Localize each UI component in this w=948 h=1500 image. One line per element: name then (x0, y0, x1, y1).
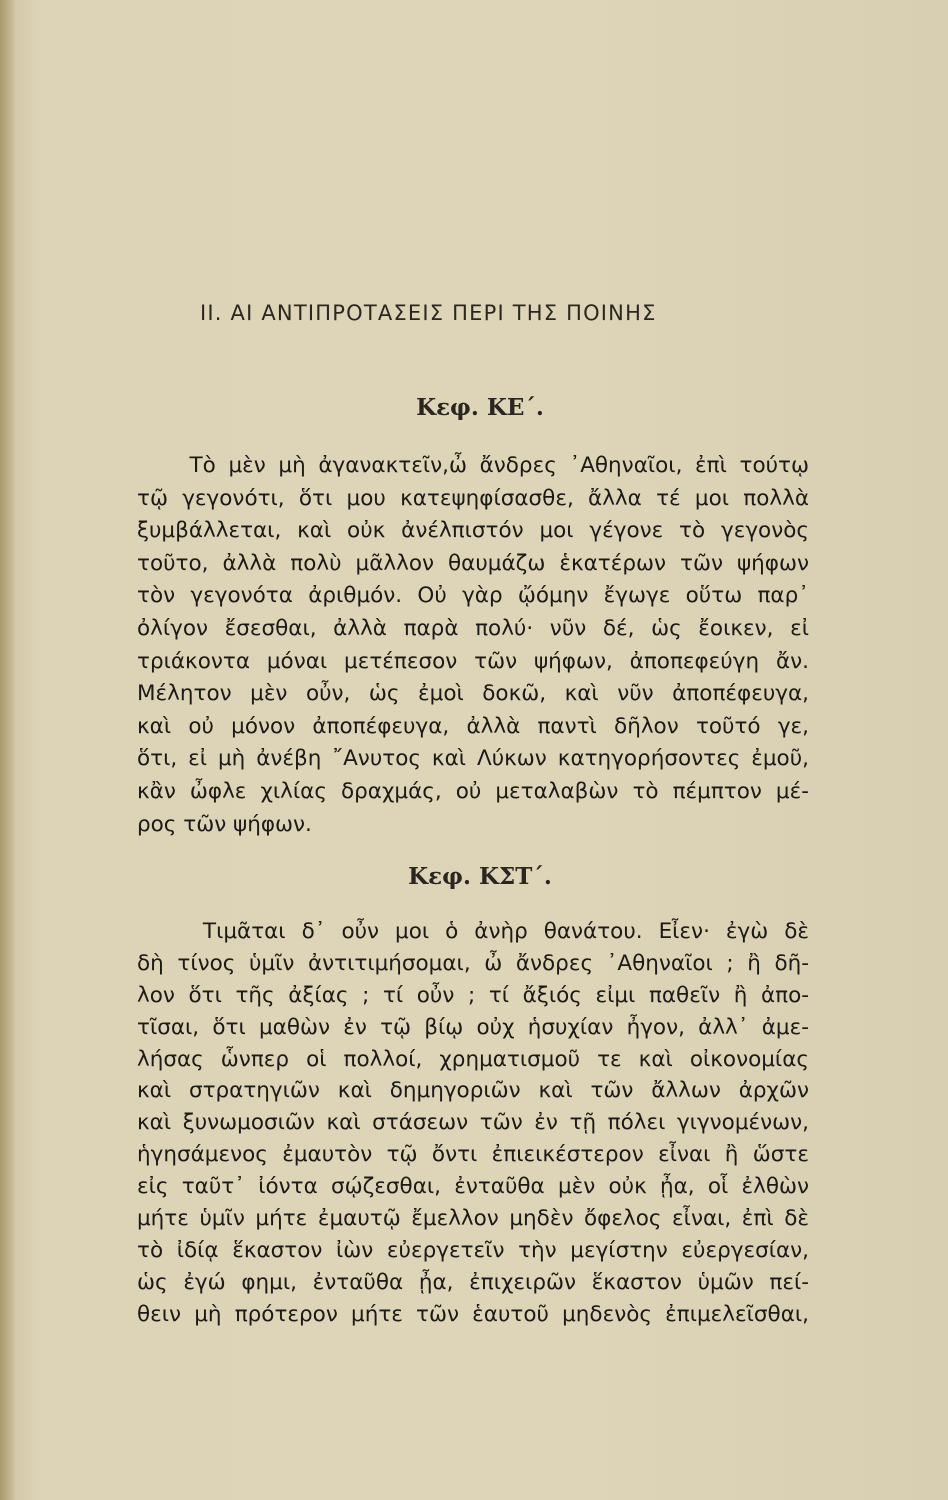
text-line: λον ὅτι τῆς ἀξίας ; τί οὖν ; τί ἄξιός εἰμι παθεῖν ἢ ἀπο- (137, 982, 809, 1008)
page-gutter-shadow (0, 0, 16, 1500)
text-line: κἂν ὦφλε χιλίας δραχμάς, οὐ μεταλαβὼν τὸ πέμπτον μέ- (137, 778, 809, 804)
chapter-heading-kst: Κεφ. ΚΣΤ΄. (408, 863, 552, 890)
text-line: ὡς ἐγώ φημι, ἐνταῦθα ᾖα, ἐπιχειρῶν ἕκαστον ὑμῶν πεί- (137, 1269, 809, 1295)
section-title: II. ΑΙ ΑΝΤΙΠΡΟΤΑΣΕΙΣ ΠΕΡΙ ΤΗΣ ΠΟΙΝΗΣ (200, 301, 657, 325)
text-line: ρος τῶν ψήφων. (137, 811, 312, 837)
text-line: ξυμβάλλεται, καὶ οὐκ ἀνέλπιστόν μοι γέγονε τὸ γεγονὸς (137, 518, 809, 544)
text-line: τὸν γεγονότα ἀριθμόν. Οὐ γὰρ ᾤόμην ἔγωγε οὕτω παρ᾿ (137, 583, 809, 609)
text-line: Μέλητον μὲν οὖν, ὡς ἐμοὶ δοκῶ, καὶ νῦν ἀποπέφευγα, (137, 681, 809, 707)
text-line: καὶ οὐ μόνον ἀποπέφευγα, ἀλλὰ παντὶ δῆλον τοῦτό γε, (137, 713, 809, 739)
text-line: Τὸ μὲν μὴ ἀγανακτεῖν,ὦ ἄνδρες ᾿Αθηναῖοι, ἐπὶ τούτῳ (139, 453, 809, 478)
text-line: ἡγησάμενος ἐμαυτὸν τῷ ὄντι ἐπιεικέστερον εἶναι ἢ ὥστε (137, 1142, 809, 1168)
text-line: λήσας ὧνπερ οἱ πολλοί, χρηματισμοῦ τε καὶ οἰκονομίας (137, 1046, 809, 1072)
text-line: τὸ ἰδίᾳ ἕκαστον ἰὼν εὐεργετεῖν τὴν μεγίστην εὐεργεσίαν, (137, 1237, 809, 1263)
text-line: τῷ γεγονότι, ὅτι μου κατεψηφίσασθε, ἄλλα τέ μοι πολλὰ (137, 485, 809, 511)
chapter-ke-paragraph (137, 450, 809, 841)
text-line: τῖσαι, ὅτι μαθὼν ἐν τῷ βίῳ οὐχ ἡσυχίαν ἦγον, ἀλλ᾿ ἀμε- (137, 1014, 809, 1040)
text-line: καὶ ξυνωμοσιῶν καὶ στάσεων τῶν ἐν τῇ πόλει γιγνομένων, (137, 1110, 809, 1136)
text-line: ὅτι, εἰ μὴ ἀνέβη ῎Ανυτος καὶ Λύκων κατηγορήσοντες ἐμοῦ, (137, 746, 809, 772)
chapter-kst-paragraph (137, 916, 809, 1331)
text-line: καὶ στρατηγιῶν καὶ δημηγοριῶν καὶ τῶν ἄλλων ἀρχῶν (137, 1078, 809, 1104)
text-line: δὴ τίνος ὑμῖν ἀντιτιμήσομαι, ὦ ἄνδρες ᾿Αθηναῖοι ; ἢ δῆ- (137, 950, 809, 976)
text-line: τοῦτο, ἀλλὰ πολὺ μᾶλλον θαυμάζω ἑκατέρων τῶν ψήφων (137, 550, 809, 576)
text-line: τριάκοντα μόναι μετέπεσον τῶν ψήφων, ἀποπεφεύγη ἄν. (137, 648, 809, 674)
text-line: Τιμᾶται δ᾿ οὖν μοι ὁ ἀνὴρ θανάτου. Εἶεν· ἐγὼ δὲ (139, 919, 809, 944)
text-line: εἰς ταῦτ᾿ ἰόντα σῴζεσθαι, ἐνταῦθα μὲν οὐκ ᾖα, οἷ ἐλθὼν (137, 1174, 809, 1200)
text-line: ὀλίγον ἔσεσθαι, ἀλλὰ παρὰ πολύ· νῦν δέ, ὡς ἔοικεν, εἰ (137, 615, 809, 641)
text-line: θειν μὴ πρότερον μήτε τῶν ἑαυτοῦ μηδενὸς ἐπιμελεῖσθαι, (137, 1301, 809, 1327)
chapter-heading-ke: Κεφ. ΚΕ΄. (416, 394, 544, 421)
text-line: μήτε ὑμῖν μήτε ἐμαυτῷ ἔμελλον μηδὲν ὄφελος εἶναι, ἐπὶ δὲ (137, 1206, 809, 1232)
